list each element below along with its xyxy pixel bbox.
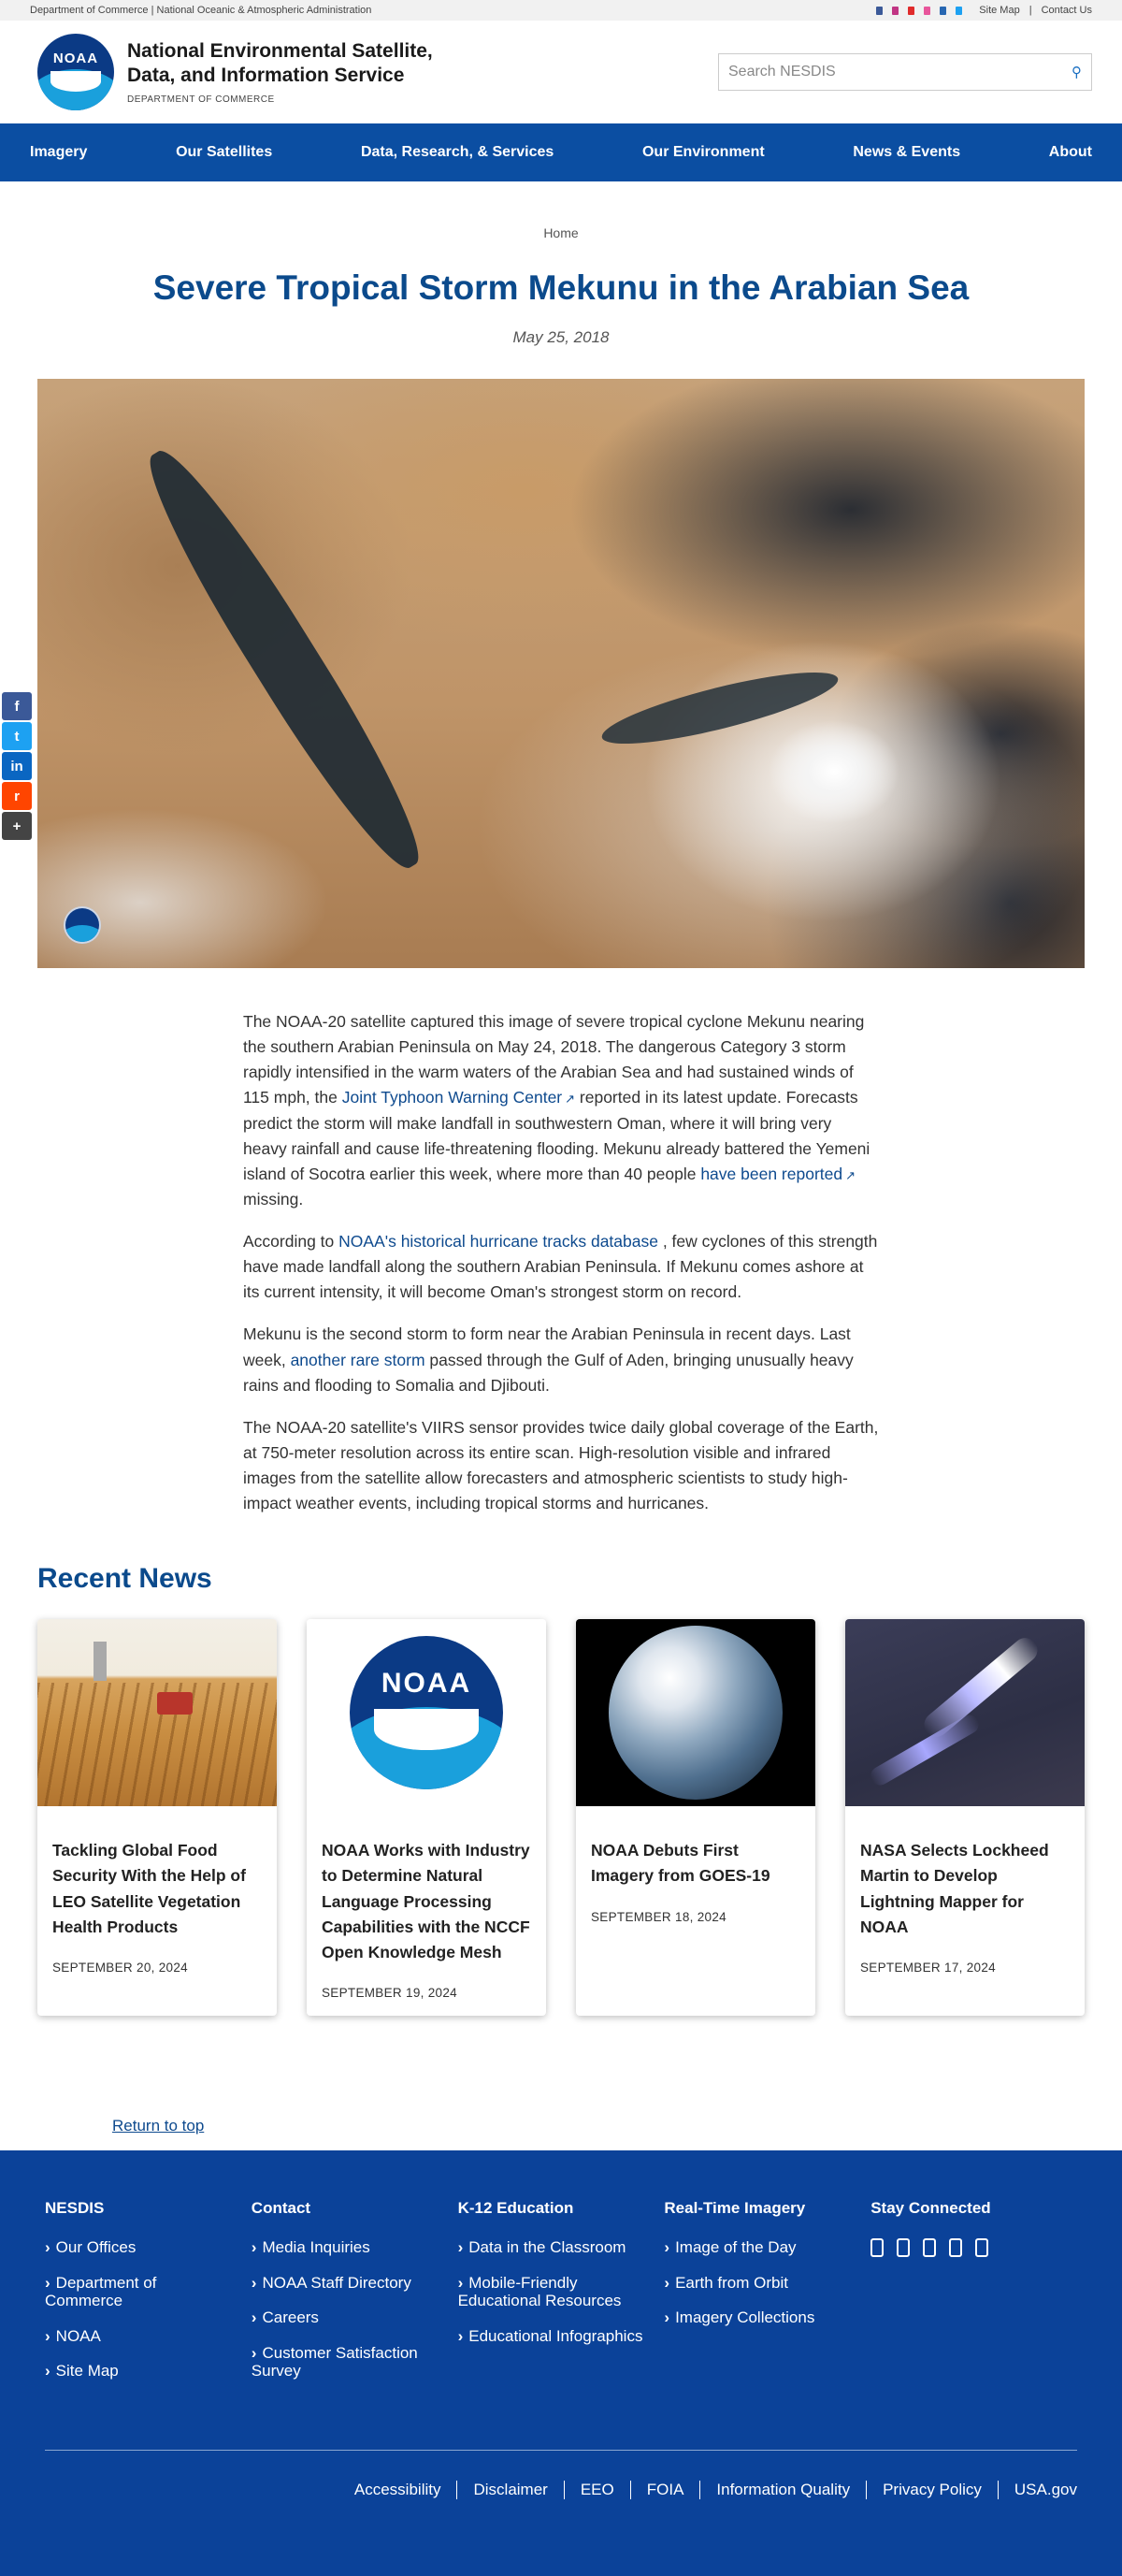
news-card[interactable] [307,1619,546,2016]
chevron-right-icon: › [457,2238,464,2257]
youtube-icon[interactable] [949,2238,962,2257]
nav-about[interactable]: About [1048,144,1092,160]
news-card[interactable] [845,1619,1085,2016]
facebook-icon[interactable] [870,2238,884,2257]
nav-news-events[interactable]: News & Events [853,144,961,160]
footer-col-title: Real-Time Imagery [664,2199,806,2218]
linkedin-icon[interactable] [975,2238,988,2257]
chevron-right-icon: › [251,2273,257,2292]
footer-link[interactable]: › Mobile-Friendly Educational Resources [457,2273,622,2310]
footer-columns [45,2199,1077,2397]
utility-links [876,5,1092,16]
footer-link[interactable]: › Earth from Orbit [664,2273,788,2292]
site-title[interactable]: National Environmental Satellite, Data, and Information Service [127,40,433,86]
nav-our-satellites[interactable]: Our Satellites [176,144,273,160]
footer-link[interactable]: › Site Map [45,2362,119,2381]
legal-foia[interactable]: FOIA [630,2481,700,2499]
nav-data-research-services[interactable]: Data, Research, & Services [360,144,554,160]
noaa-logo-text: NOAA [52,51,99,66]
share-twitter-icon[interactable]: t [2,722,32,750]
footer-col-title: Stay Connected [870,2199,991,2218]
utility-agency-text: Department of Commerce | National Oceanic & Atmospheric Administration [30,5,372,16]
news-card-date: SEPTEMBER 20, 2024 [52,1960,188,1975]
nav-our-environment[interactable]: Our Environment [641,144,765,160]
chevron-right-icon: › [251,2343,257,2362]
share-reddit-icon[interactable]: r [2,782,32,810]
noaa-logo-image [307,1619,546,1806]
footer-link[interactable]: › Customer Satisfaction Survey [251,2343,418,2381]
legal-eeo[interactable]: EEO [564,2481,630,2499]
footer-col-title: Contact [251,2199,311,2218]
utility-bar [0,0,1122,21]
chevron-right-icon: › [45,2326,50,2345]
legal-disclaimer[interactable]: Disclaimer [456,2481,563,2499]
news-card-title[interactable]: Tackling Global Food Security With the Help of LEO Satellite Vegetation Health Products [52,1841,246,1936]
farm-harvest-image [37,1619,277,1806]
footer-link[interactable]: › Educational Infographics [457,2326,643,2345]
chevron-right-icon: › [45,2238,50,2257]
noaa-watermark-icon [64,906,101,944]
article-date: May 25, 2018 [512,328,610,346]
footer-link[interactable]: › Media Inquiries [251,2238,370,2257]
footer-col-contact [252,2199,458,2397]
flickr-icon[interactable] [924,7,930,15]
storm-satellite-image [37,379,1085,968]
news-card-title[interactable]: NOAA Debuts First Imagery from GOES-19 [591,1841,770,1886]
site-header [0,21,1122,123]
footer-link[interactable]: › Data in the Classroom [457,2238,626,2257]
footer-col-k12 [458,2199,665,2397]
footer-col-stay-connected [870,2199,1077,2397]
chevron-right-icon: › [664,2238,670,2257]
footer-link[interactable]: › Image of the Day [664,2238,797,2257]
page-title: Severe Tropical Storm Mekunu in the Arabian Sea [152,268,970,307]
return-to-top-link[interactable]: Return to top [112,2117,205,2135]
share-facebook-icon[interactable]: f [2,692,32,720]
external-link-icon: ↗ [565,1092,576,1107]
recent-news-heading: Recent News [37,1563,212,1595]
twitter-icon[interactable] [897,2238,910,2257]
footer-social-icons [870,2238,1077,2257]
search-input[interactable]: Search NESDIS [728,64,836,80]
footer-link[interactable]: › Department of Commerce [45,2273,157,2310]
chevron-right-icon: › [251,2308,257,2327]
instagram-icon[interactable] [923,2238,936,2257]
news-card-date: SEPTEMBER 17, 2024 [860,1960,996,1975]
footer-divider [45,2450,1077,2451]
chevron-right-icon: › [457,2273,464,2292]
earth-globe-image [576,1619,815,1806]
noaa-logo-image-text: NOAA [381,1668,472,1700]
utility-separator: | [1028,5,1032,16]
instagram-icon[interactable] [892,7,899,15]
footer-col-title: K-12 Education [457,2199,574,2218]
breadcrumb-home[interactable]: Home [543,225,579,240]
department-label: DEPARTMENT OF COMMERCE [127,94,275,105]
facebook-icon[interactable] [876,7,883,15]
news-card-date: SEPTEMBER 18, 2024 [591,1909,726,1924]
jtwc-link[interactable]: Joint Typhoon Warning Center [341,1088,563,1107]
return-to-top [112,2117,1122,2135]
another-rare-storm-link[interactable]: another rare storm [290,1350,425,1369]
external-link-icon: ↗ [845,1167,856,1182]
red-sea-region [128,436,439,882]
twitter-icon[interactable] [956,7,962,15]
lightning-map-image [845,1619,1085,1806]
site-footer [0,2150,1122,2576]
share-sidebar [2,692,32,840]
youtube-icon[interactable] [908,7,914,15]
chevron-right-icon: › [457,2326,464,2345]
footer-link[interactable]: › Imagery Collections [664,2308,815,2327]
footer-col-nesdis [45,2199,252,2397]
noaa-logo[interactable] [37,34,114,110]
reported-missing-link[interactable]: have been reported [700,1164,843,1183]
chevron-right-icon: › [45,2273,50,2292]
breadcrumb [0,225,1122,240]
gulf-of-aden-region [597,658,843,758]
article-paragraph: The NOAA-20 satellite captured this image of severe tropical cyclone Mekunu nearing the southern Arabian Peninsula on May 24, 2018. The dangerous Category 3 storm rapidly intensified in the warm waters of the Arabian Sea and had sustained winds of 115 mph, the Joint Typhoon Warning Center ↗ reported in its latest update. Forecasts predict the storm will make landfall in southwestern Oman, where it will bring very heavy rainfall and cause life-threatening flooding. Mekunu already battered the Yemeni island of Socotra earlier this week, where more than 40 people have been reported ↗ missing. [243,1012,870,1208]
chevron-right-icon: › [45,2362,50,2381]
legal-accessibility[interactable]: Accessibility [353,2480,441,2498]
footer-legal-links [45,2481,1077,2499]
news-card[interactable] [37,1619,277,2016]
news-card-date: SEPTEMBER 19, 2024 [322,1985,457,2000]
brand[interactable] [37,34,436,110]
footer-link[interactable]: › NOAA [45,2326,101,2345]
article-paragraph: Mekunu is the second storm to form near the Arabian Peninsula in recent days. Last week, another rare storm passed through the Gulf of Aden, bringing unusually heavy rains and flooding to Somalia and Djibouti. [243,1324,854,1395]
share-linkedin-icon[interactable]: in [2,752,32,780]
footer-col-imagery [664,2199,870,2397]
share-more-icon[interactable]: + [2,812,32,840]
footer-link[interactable]: › NOAA Staff Directory [251,2273,411,2292]
news-card[interactable] [576,1619,815,2016]
legal-usa-gov[interactable]: USA.gov [998,2481,1077,2499]
contact-us-link[interactable]: Contact Us [1041,5,1092,16]
chevron-right-icon: › [664,2308,670,2327]
chevron-right-icon: › [664,2273,670,2292]
news-card-title[interactable]: NOAA Works with Industry to Determine Natural Language Processing Capabilities with the NCCF Open Knowledge Mesh [322,1841,530,1961]
site-map-link[interactable]: Site Map [979,5,1020,16]
news-card-title[interactable]: NASA Selects Lockheed Martin to Develop Lightning Mapper for NOAA [860,1841,1049,1936]
chevron-right-icon: › [251,2238,257,2257]
article-body [243,1009,879,1516]
footer-link[interactable]: › Our Offices [45,2238,137,2257]
hurricane-tracks-link[interactable]: NOAA's historical hurricane tracks database [338,1232,658,1251]
linkedin-icon[interactable] [940,7,946,15]
nav-imagery[interactable]: Imagery [30,144,88,160]
article-paragraph: The NOAA-20 satellite's VIIRS sensor provides twice daily global coverage of the Earth, at 750-meter resolution across its entire scan. High-resolution visible and infrared images from the satellite allow forecasters and atmospheric scientists to study high-impact weather events, including tropical storms and hurricanes. [243,1417,879,1513]
main-nav [0,123,1122,181]
search-box[interactable] [718,53,1092,91]
utility-social-icons [876,7,962,15]
footer-col-title: NESDIS [45,2199,105,2218]
legal-information-quality[interactable]: Information Quality [699,2481,866,2499]
footer-link[interactable]: › Careers [251,2308,319,2327]
legal-privacy-policy[interactable]: Privacy Policy [866,2481,998,2499]
article-paragraph: According to NOAA's historical hurricane tracks database , few cyclones of this strength have made landfall along the southern Arabian Peninsula. If Mekunu comes ashore at its current intensity, it will become Oman's strongest storm on record. [243,1232,878,1302]
recent-news-cards [37,1619,1085,2016]
search-icon[interactable]: ⚲ [1072,65,1082,80]
